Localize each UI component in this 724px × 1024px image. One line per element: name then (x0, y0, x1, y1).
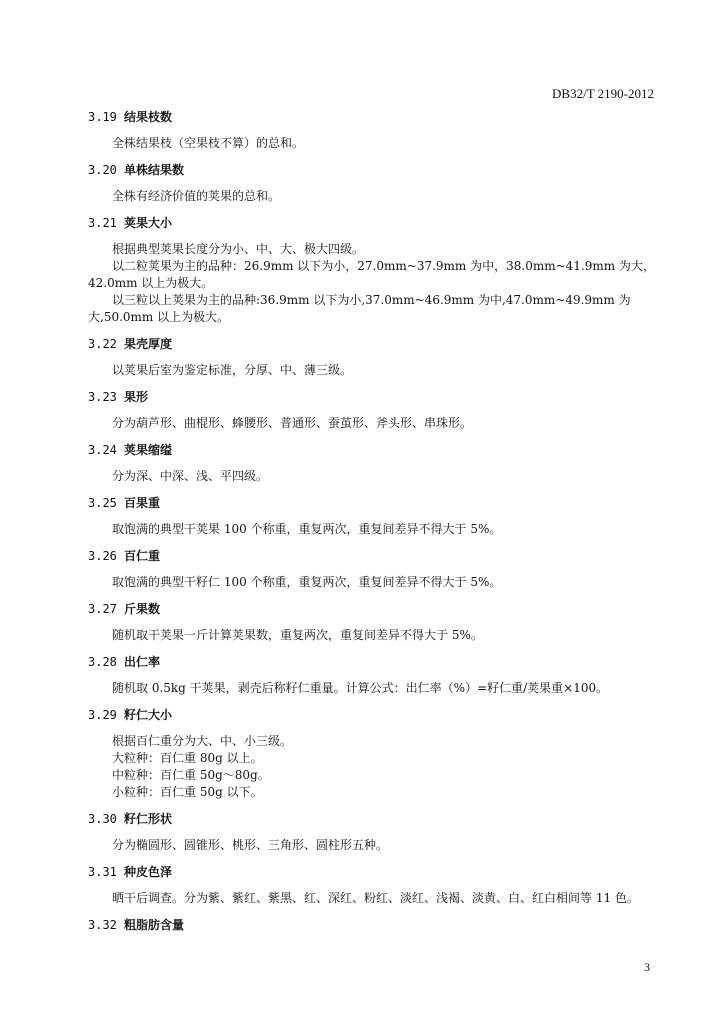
section-heading (88, 161, 660, 179)
section-heading (88, 388, 660, 406)
section-body (88, 565, 660, 600)
section-heading (88, 863, 660, 881)
section-title: 果形 (124, 390, 149, 404)
section-number: 3.19 (88, 110, 117, 124)
section-3-26 (88, 547, 660, 600)
section-number: 3.29 (88, 708, 117, 722)
paragraph: 晒干后调查。分为紫、紫红、紫黑、红、深红、粉红、淡红、浅褐、淡黄、白、红白相间等 11 色。 (112, 891, 639, 905)
section-heading (88, 653, 660, 671)
section-number: 3.23 (88, 390, 117, 404)
section-3-25 (88, 494, 660, 547)
section-3-30 (88, 810, 660, 863)
paragraph: 根据百仁重分为大、中、小三级。 (112, 734, 293, 748)
paragraph: 全株结果枝（空果枝不算）的总和。 (112, 136, 305, 150)
section-number: 3.30 (88, 812, 117, 826)
section-heading (88, 810, 660, 828)
section-body (88, 406, 660, 441)
section-number: 3.22 (88, 337, 117, 351)
section-number: 3.21 (88, 216, 117, 230)
paragraph: 小粒种：百仁重 50g 以下。 (112, 785, 263, 799)
document-code-header: DB32/T 2190-2012 (552, 86, 654, 101)
section-heading (88, 916, 660, 934)
paragraph: 分为葫芦形、曲棍形、蜂腰形、普通形、蚕茧形、斧头形、串珠形。 (112, 416, 473, 430)
section-title: 出仁率 (124, 655, 161, 669)
paragraph: 以二粒荚果为主的品种：26.9mm 以下为小，27.0mm~37.9mm 为中，38.0mm~41.9mm 为大，42.0mm 以上为极大。 (88, 259, 655, 290)
section-3-24 (88, 441, 660, 494)
paragraph: 根据典型荚果长度分为小、中、大、极大四级。 (112, 242, 365, 256)
section-title: 结果枝数 (124, 110, 173, 124)
section-title: 斤果数 (124, 602, 161, 616)
section-body (88, 126, 660, 161)
paragraph: 取饱满的典型干荚果 100 个称重，重复两次，重复间差异不得大于 5%。 (112, 522, 502, 536)
section-3-22 (88, 335, 660, 388)
section-title: 百果重 (124, 496, 161, 510)
document-body (88, 108, 660, 934)
paragraph: 中粒种：百仁重 50g～80g。 (112, 768, 270, 782)
paragraph: 分为深、中深、浅、平四级。 (112, 469, 269, 483)
section-3-32 (88, 916, 660, 934)
section-number: 3.28 (88, 655, 117, 669)
section-body (88, 671, 660, 706)
paragraph: 大粒种：百仁重 80g 以上。 (112, 751, 263, 765)
page-number: 3 (644, 960, 650, 974)
section-number: 3.31 (88, 865, 117, 879)
section-3-29 (88, 706, 660, 810)
section-body (88, 512, 660, 547)
section-number: 3.26 (88, 549, 117, 563)
section-title: 果壳厚度 (124, 337, 173, 351)
section-title: 单株结果数 (124, 163, 185, 177)
paragraph: 分为椭圆形、圆锥形、桃形、三角形、圆柱形五种。 (112, 838, 389, 852)
section-body (88, 618, 660, 653)
section-heading (88, 494, 660, 512)
section-body (88, 353, 660, 388)
section-3-20 (88, 161, 660, 214)
section-title: 百仁重 (124, 549, 161, 563)
section-heading (88, 441, 660, 459)
section-body (88, 179, 660, 214)
section-3-28 (88, 653, 660, 706)
section-title: 荚果缩缢 (124, 443, 173, 457)
section-3-21 (88, 214, 660, 335)
section-title: 粗脂肪含量 (124, 918, 185, 932)
section-number: 3.20 (88, 163, 117, 177)
paragraph: 以三粒以上荚果为主的品种:36.9mm 以下为小,37.0mm~46.9mm 为中,47.0mm~49.9mm 为大,50.0mm 以上为极大。 (88, 293, 631, 324)
paragraph: 随机取 0.5kg 干荚果，剥壳后称籽仁重量。计算公式：出仁率（%）=籽仁重/荚果重×100。 (112, 681, 609, 695)
section-heading (88, 600, 660, 618)
section-body (88, 724, 660, 810)
section-heading (88, 214, 660, 232)
section-heading (88, 335, 660, 353)
section-3-27 (88, 600, 660, 653)
section-heading (88, 706, 660, 724)
section-body (88, 828, 660, 863)
section-title: 种皮色泽 (124, 865, 173, 879)
section-body (88, 881, 660, 916)
paragraph: 以荚果后室为鉴定标准，分厚、中、薄三级。 (112, 363, 353, 377)
section-3-23 (88, 388, 660, 441)
section-title: 籽仁大小 (124, 708, 173, 722)
section-title: 荚果大小 (124, 216, 173, 230)
section-number: 3.32 (88, 918, 117, 932)
section-heading (88, 108, 660, 126)
paragraph: 随机取干荚果一斤计算荚果数，重复两次，重复间差异不得大于 5%。 (112, 628, 483, 642)
section-number: 3.25 (88, 496, 117, 510)
section-body (88, 232, 660, 335)
section-number: 3.27 (88, 602, 117, 616)
paragraph: 全株有经济价值的荚果的总和。 (112, 189, 281, 203)
section-number: 3.24 (88, 443, 117, 457)
section-3-19 (88, 108, 660, 161)
section-title: 籽仁形状 (124, 812, 173, 826)
section-heading (88, 547, 660, 565)
section-body (88, 459, 660, 494)
paragraph: 取饱满的典型干籽仁 100 个称重，重复两次，重复间差异不得大于 5%。 (112, 575, 502, 589)
section-3-31 (88, 863, 660, 916)
